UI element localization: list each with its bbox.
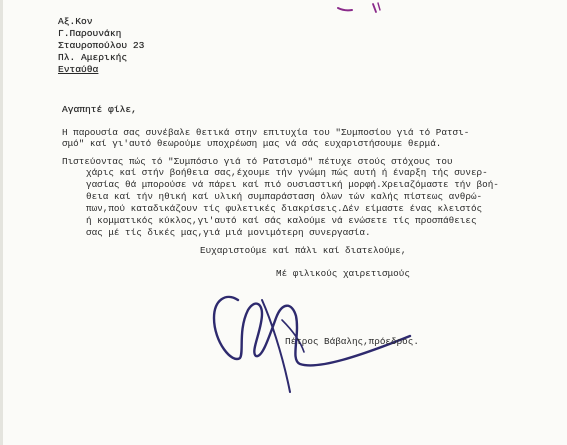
paragraph1-line: σμό" καί γι'αυτό θεωρούμε υποχρέωση μας νά σάς ευχαριστήσουμε θερμά.: [62, 138, 442, 149]
paragraph2-line: θεια καί τήν ηθική καί υλική συμπαράσταση όλων τών καλής πίστεως ανθρώ-: [86, 191, 483, 202]
address-square: Πλ. Αμερικής: [58, 52, 128, 63]
paragraph2-line: σας μέ τίς δικές μας,γιά μιά μονιμότερη συνεργασία.: [86, 227, 371, 238]
salutation: Αγαπητέ φίλε,: [62, 104, 137, 115]
paragraph2-line: Πιστεύοντας πώς τό "Συμπόσιο γιά τό Ρατσισμό" πέτυχε στούς στόχους του: [62, 156, 453, 167]
signature-typed-line: Πέτρος Βάβαλης,πρόεδρος.: [285, 336, 419, 347]
address-city: Ενταύθα: [58, 64, 99, 75]
paragraph2-line: χάρις καί στήν βοήθεια σας,έχουμε τήν γνώμη πώς αυτή ή έναρξη τής συνερ-: [86, 167, 488, 178]
paragraph2-line: γασίας θά μπορούσε νά πάρει καί πιό ουσιαστική μορφή.Χρειαζόμαστε τήν βοή-: [86, 179, 499, 190]
address-name: Αξ.Κον: [58, 16, 93, 27]
closing-line: Μέ φιλικούς χαιρετισμούς: [276, 268, 410, 279]
address-street: Σταυροπούλου 23: [58, 40, 145, 51]
paragraph2-line: πων,πού καταδικάζουν τίς φυλετικές διακρίσεις.Δέν είμαστε ένας κλειστός: [86, 203, 483, 214]
paragraph2-line: ή κομματικός κύκλος,γι'αυτό καί σάς καλούμε νά ενώσετε τίς προσπάθειες: [86, 215, 477, 226]
paragraph1-line: Η παρουσία σας συνέβαλε θετικά στην επιτυχία του "Συμποσίου γιά τό Ρατσι-: [62, 127, 470, 138]
address-addressee: Γ.Παρουνάκη: [58, 28, 122, 39]
thanks-line: Ευχαριστούμε καί πάλι καί διατελούμε,: [200, 245, 407, 256]
